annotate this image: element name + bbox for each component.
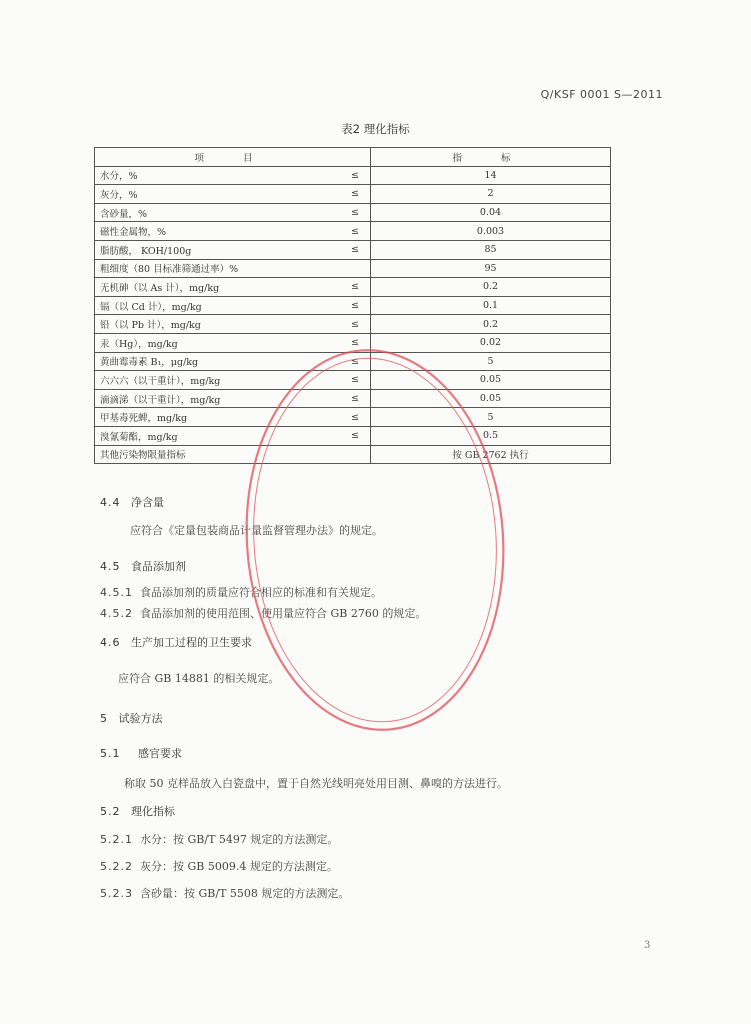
row-item-label: 无机砷（以 As 计），mg/kg xyxy=(100,282,220,294)
row-item-label: 滴滴涕（以干重计），mg/kg xyxy=(100,394,221,406)
section-4-5-heading: 4.5 食品添加剂 xyxy=(100,560,186,573)
row-value-cell: 0.1 xyxy=(371,296,611,315)
section-5-heading: 5 试验方法 xyxy=(100,712,163,725)
row-item-cell xyxy=(95,259,371,278)
row-value-cell: 5 xyxy=(371,352,611,371)
header-item: 项 目 xyxy=(95,148,371,167)
row-item-cell xyxy=(95,408,371,427)
page-number: 3 xyxy=(644,940,651,951)
row-comparator: ≤ xyxy=(351,225,359,237)
row-item-label: 其他污染物限量指标 xyxy=(100,450,186,462)
row-item-label: 水分，% xyxy=(100,171,138,183)
row-comparator: ≤ xyxy=(351,244,359,256)
row-value-cell: 0.04 xyxy=(371,203,611,222)
row-value-cell: 0.05 xyxy=(371,389,611,408)
table-row xyxy=(95,222,611,241)
section-4-6-text: 应符合 GB 14881 的相关规定。 xyxy=(118,672,280,685)
table-row xyxy=(95,240,611,259)
row-item-label: 溴氰菊酯，mg/kg xyxy=(100,431,178,443)
row-item-label: 脂肪酸， KOH/100g xyxy=(100,245,192,257)
row-item-label: 铅（以 Pb 计），mg/kg xyxy=(100,320,201,332)
row-comparator: ≤ xyxy=(351,374,359,386)
row-value-cell: 5 xyxy=(371,408,611,427)
table-row xyxy=(95,166,611,185)
table-row xyxy=(95,352,611,371)
row-comparator: ≤ xyxy=(351,318,359,330)
row-item-label: 黄曲霉毒素 B₁，μg/kg xyxy=(100,357,199,369)
table-row xyxy=(95,296,611,315)
section-4-6-heading: 4.6 生产加工过程的卫生要求 xyxy=(100,636,252,649)
section-5-2-1-text: 5.2.1 水分：按 GB/T 5497 规定的方法测定。 xyxy=(100,833,339,846)
header-value: 指 标 xyxy=(371,148,611,167)
row-item-cell xyxy=(95,166,371,185)
row-item-label: 六六六（以干重计），mg/kg xyxy=(100,375,221,387)
row-comparator: ≤ xyxy=(351,207,359,219)
table-row xyxy=(95,259,611,278)
row-comparator: ≤ xyxy=(351,411,359,423)
table-row xyxy=(95,408,611,427)
table-row xyxy=(95,389,611,408)
row-value-cell: 14 xyxy=(371,166,611,185)
row-value-cell: 0.2 xyxy=(371,315,611,334)
row-value-cell: 0.003 xyxy=(371,222,611,241)
table-row xyxy=(95,371,611,390)
row-item-cell xyxy=(95,240,371,259)
row-item-cell xyxy=(95,389,371,408)
row-value-cell: 95 xyxy=(371,259,611,278)
row-item-cell xyxy=(95,371,371,390)
row-value-cell: 按 GB 2762 执行 xyxy=(371,445,611,464)
row-comparator: ≤ xyxy=(351,393,359,405)
section-5-2-3-text: 5.2.3 含砂量：按 GB/T 5508 规定的方法测定。 xyxy=(100,887,350,900)
row-item-cell xyxy=(95,185,371,204)
section-4-5-2-text: 4.5.2 食品添加剂的使用范围、使用量应符合 GB 2760 的规定。 xyxy=(100,607,427,620)
row-value-cell: 2 xyxy=(371,185,611,204)
table-row xyxy=(95,185,611,204)
document-code: Q/KSF 0001 S—2011 xyxy=(540,88,663,101)
row-item-label: 镉（以 Cd 计），mg/kg xyxy=(100,301,202,313)
row-comparator: ≤ xyxy=(351,355,359,367)
row-item-label: 甲基毒死蜱，mg/kg xyxy=(100,413,188,425)
row-item-cell xyxy=(95,203,371,222)
row-value-cell: 0.2 xyxy=(371,278,611,297)
table-row xyxy=(95,315,611,334)
row-item-cell xyxy=(95,352,371,371)
row-item-cell xyxy=(95,296,371,315)
section-5-1-text: 称取 50 克样品放入白瓷盘中，置于自然光线明亮处用目测、鼻嗅的方法进行。 xyxy=(124,777,508,790)
section-4-4-text: 应符合《定量包装商品计量监督管理办法》的规定。 xyxy=(130,524,383,537)
table-row xyxy=(95,203,611,222)
row-item-label: 灰分，% xyxy=(100,189,138,201)
row-item-label: 磁性金属物，% xyxy=(100,227,167,239)
row-item-cell xyxy=(95,333,371,352)
row-value-cell: 85 xyxy=(371,240,611,259)
row-item-cell xyxy=(95,426,371,445)
row-value-cell: 0.02 xyxy=(371,333,611,352)
row-comparator: ≤ xyxy=(351,430,359,442)
row-item-label: 含砂量，% xyxy=(100,208,148,220)
row-comparator: ≤ xyxy=(351,281,359,293)
section-4-4-heading: 4.4 净含量 xyxy=(100,496,164,509)
row-item-label: 汞（Hg），mg/kg xyxy=(100,338,178,350)
table-row xyxy=(95,278,611,297)
row-item-cell xyxy=(95,278,371,297)
row-item-label: 粗细度（80 目标准筛通过率）% xyxy=(100,264,239,276)
row-item-cell xyxy=(95,445,371,464)
table-header-row xyxy=(95,148,611,167)
row-comparator: ≤ xyxy=(351,169,359,181)
table-row xyxy=(95,333,611,352)
row-comparator: ≤ xyxy=(351,188,359,200)
row-comparator: ≤ xyxy=(351,300,359,312)
section-5-1-heading: 5.1 感官要求 xyxy=(100,747,182,760)
table-row xyxy=(95,426,611,445)
section-5-2-heading: 5.2 理化指标 xyxy=(100,805,175,818)
row-item-cell xyxy=(95,315,371,334)
row-value-cell: 0.05 xyxy=(371,371,611,390)
section-5-2-2-text: 5.2.2 灰分：按 GB 5009.4 规定的方法测定。 xyxy=(100,860,338,873)
row-value-cell: 0.5 xyxy=(371,426,611,445)
table-row xyxy=(95,445,611,464)
table-caption: 表2 理化指标 xyxy=(341,122,410,136)
physicochemical-spec-table xyxy=(94,147,611,464)
section-4-5-1-text: 4.5.1 食品添加剂的质量应符合相应的标准和有关规定。 xyxy=(100,586,382,599)
row-comparator: ≤ xyxy=(351,337,359,349)
row-item-cell xyxy=(95,222,371,241)
